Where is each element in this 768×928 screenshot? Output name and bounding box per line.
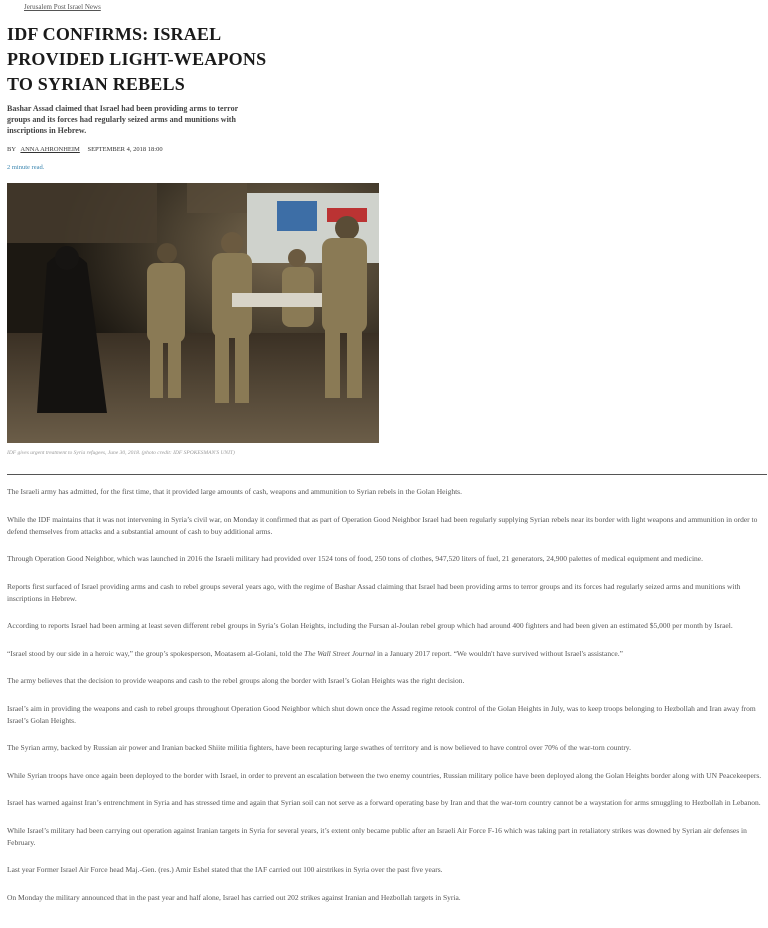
- article-body: [7, 486, 765, 919]
- paragraph: Israel has warned against Iran’s entrenchment in Syria and has stressed time and again that Syrian soil can not serve as a forward operating base by Iran and that the war-torn country cannot be a waystation for arms smuggling to Hezbollah in Lebanon.: [7, 798, 761, 807]
- paragraph: Reports first surfaced of Israel providing arms and cash to rebel groups several years ago, with the regime of Bashar Assad claiming that Israel had been providing arms to terror groups and its forces had regularly seized arms and munitions with inscriptions in Hebrew.: [7, 581, 741, 603]
- paragraph: The army believes that the decision to provide weapons and cash to the rebel groups along the border with Israel’s Golan Heights was the right decision.: [7, 676, 465, 685]
- paragraph: While Syrian troops have once again been deployed to the border with Israel, in order to prevent an escalation between the two enemy countries, Russian military police have been deployed along the Golan Heights border along with UN Peacekeepers.: [7, 770, 762, 780]
- publication-name: The Wall Street Journal: [304, 648, 376, 658]
- quote-text-end: in a January 2017 report. “We wouldn't have survived without Israel's assistance.”: [375, 648, 623, 658]
- article-photo: [7, 183, 379, 443]
- paragraph: Last year Former Israel Air Force head Maj.-Gen. (res.) Amir Eshel stated that the IAF carried out 100 airstrikes in Syria over the past five years.: [7, 865, 443, 874]
- paragraph: According to reports Israel had been arming at least seven different rebel groups in Syria’s Golan Heights, including the Fursan al-Joulan rebel group which had around 400 fighters and had been given an estimated $5,000 per month by Israel.: [7, 621, 733, 630]
- photo-illustration: [7, 183, 379, 443]
- quote-paragraph: [7, 648, 765, 660]
- author-link[interactable]: ANNA AHRONHEIM: [20, 146, 80, 153]
- divider: [7, 474, 767, 475]
- article-title: IDF CONFIRMS: ISRAEL PROVIDED LIGHT-WEAPONS TO SYRIAN REBELS: [7, 24, 267, 94]
- paragraph: The Israeli army has admitted, for the first time, that it provided large amounts of cash, weapons and ammunition to Syrian rebels in the Golan Heights.: [7, 487, 462, 496]
- article-subtitle: Bashar Assad claimed that Israel had been providing arms to terror groups and its forces had regularly seized arms and munitions with inscriptions in Hebrew.: [7, 104, 238, 135]
- paragraph: Israel’s aim in providing the weapons and cash to rebel groups throughout Operation Good Neighbor which shut down once the Assad regime retook control of the Golan Heights in July, was to keep troops belonging to Hezbollah and Iran away from Israel’s Golan Heights.: [7, 703, 756, 725]
- paragraph: While Israel’s military had been carrying out operation against Iranian targets in Syria for several years, it’s extent only became public after an Israeli Air Force F-16 which was taking part in retaliatory strikes was downed by Syrian air defenses in February.: [7, 825, 747, 847]
- by-label: BY: [7, 146, 16, 153]
- publish-date: SEPTEMBER 4, 2018 18:00: [87, 146, 163, 153]
- byline: [7, 146, 163, 153]
- photo-caption: IDF gives urgent treatment to Syria refugees, June 30, 2018. (photo credit: IDF SPOKESMAN'S UNIT): [7, 450, 235, 456]
- paragraph: On Monday the military announced that in the past year and half alone, Israel has carried out 202 strikes against Iranian and Hezbollah targets in Syria.: [7, 892, 461, 902]
- paragraph: The Syrian army, backed by Russian air power and Iranian backed Shiite militia fighters, have been recapturing large swathes of territory and is now believed to have control over 70% of the war-torn country.: [7, 743, 631, 752]
- paragraph: Through Operation Good Neighbor, which was launched in 2016 the Israeli military had provided over 1524 tons of food, 250 tons of clothes, 947,520 liters of fuel, 21 generators, 24,900 palettes of medical equipment and medicine.: [7, 554, 703, 563]
- paragraph: While the IDF maintains that it was not intervening in Syria’s civil war, on Monday it confirmed that as part of Operation Good Neighbor Israel had been regularly supplying Syrian rebels near its border with light weapons and ammunition in order to defend themselves from attacks and a substantial amount of cash to buy additional arms.: [7, 514, 758, 536]
- breadcrumb-link[interactable]: Jerusalem Post Israel News: [24, 3, 101, 11]
- read-time: 2 minute read.: [7, 164, 45, 171]
- quote-text: “Israel stood by our side in a heroic way,” the group’s spokesperson, Moatasem al-Golani, told the: [7, 648, 305, 658]
